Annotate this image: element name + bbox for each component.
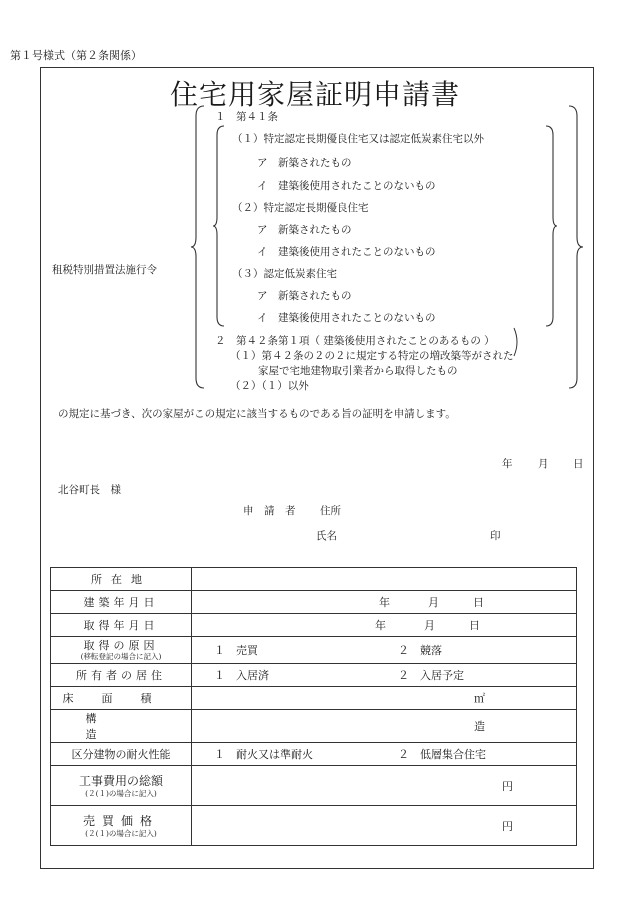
clause2-item1-line1: （１）第４２条の２の２に規定する特定の増改築等がされた: [230, 350, 514, 362]
table-row: [51, 637, 577, 664]
cause-option-sale[interactable]: １ 売買: [214, 644, 258, 657]
form-number-label: 第１号様式（第２条関係）: [10, 49, 142, 62]
acquired-date-day: 日: [469, 619, 480, 632]
structure-unit: 造: [474, 720, 485, 733]
cause-note: (移転登記の場合に記入): [80, 651, 162, 661]
residence-field[interactable]: [192, 664, 577, 687]
clause1-heading: １ 第４１条: [215, 111, 278, 123]
floor-area-field[interactable]: [192, 687, 577, 710]
cause-label: 取得の原因: [83, 638, 159, 652]
location-field[interactable]: [192, 568, 577, 591]
clause2-heading: ２ 第４２条第１項（ 建築後使用されたことのあるもの ）: [215, 335, 495, 347]
table-row: [51, 687, 577, 710]
fire-option-low-rise[interactable]: ２ 低層集合住宅: [398, 748, 486, 761]
acquired-date-field[interactable]: [192, 614, 577, 637]
clause1-group3-item-a: ア 新築されたもの: [257, 290, 352, 302]
ordinance-label: 租税特別措置法施行令: [52, 264, 157, 276]
cause-label-cell: [51, 637, 192, 664]
applicant-seal-mark: 印: [490, 530, 501, 542]
outer-left-brace: [190, 104, 206, 390]
sale-price-label-cell: [51, 806, 192, 846]
applicant-address-label: 住所: [320, 505, 341, 517]
sale-price-label: 売買価格: [82, 813, 159, 828]
inner-left-brace: [212, 124, 226, 328]
floor-area-unit: ㎡: [474, 692, 485, 705]
table-row: [51, 568, 577, 591]
built-date-year: 年: [379, 596, 390, 609]
built-date-field[interactable]: [192, 591, 577, 614]
table-row: [51, 591, 577, 614]
cause-option-auction[interactable]: ２ 競落: [398, 644, 442, 657]
clause1-group1-heading: （１）特定認定長期優良住宅又は認定低炭素住宅以外: [232, 133, 484, 145]
built-date-day: 日: [473, 596, 484, 609]
construction-cost-label: 工事費用の総額: [78, 773, 163, 788]
clause1-group1-item-i: イ 建築後使用されたことのないもの: [257, 180, 436, 192]
residence-option-moved-in[interactable]: １ 入居済: [214, 669, 269, 682]
table-row: [51, 614, 577, 637]
location-label: 所在地: [51, 568, 192, 591]
clause1-group2-heading: （２）特定認定長期優良住宅: [232, 202, 369, 214]
addressee: 北谷町長 様: [58, 484, 121, 496]
applicant-name-label: 氏名: [316, 530, 337, 542]
inner-right-brace: [544, 124, 558, 328]
acquired-date-month: 月: [424, 619, 435, 632]
statement-text: の規定に基づき、次の家屋がこの規定に該当するものである旨の証明を申請します。: [58, 408, 456, 420]
clause1-group2-item-i: イ 建築後使用されたことのないもの: [257, 246, 436, 258]
date-year: 年: [502, 458, 513, 470]
date-month: 月: [538, 458, 549, 470]
table-row: [51, 743, 577, 766]
structure-field[interactable]: [192, 710, 577, 743]
cause-field[interactable]: [192, 637, 577, 664]
acquired-date-label: 取得年月日: [51, 614, 192, 637]
outer-right-brace: [567, 104, 585, 390]
clause2-item1-line2: 家屋で宅地建物取引業者から取得したもの: [258, 365, 458, 377]
sale-price-note: (２(１)の場合に記入): [85, 828, 157, 838]
residence-label: 所有者の居住: [51, 664, 192, 687]
construction-cost-note: (２(１)の場合に記入): [85, 788, 157, 798]
sale-price-field[interactable]: [192, 806, 577, 846]
fire-resistance-label: 区分建物の耐火性能: [51, 743, 192, 766]
clause1-group3-heading: （３）認定低炭素住宅: [232, 268, 337, 280]
applicant-label: 申 請 者: [243, 505, 296, 517]
construction-cost-label-cell: [51, 766, 192, 806]
acquired-date-year: 年: [375, 619, 386, 632]
property-details-table: [50, 567, 577, 846]
date-day: 日: [573, 458, 584, 470]
clause2-item2: （２）（１）以外: [230, 380, 309, 392]
structure-label: 構造: [51, 710, 192, 743]
table-row: [51, 664, 577, 687]
sale-price-unit: 円: [502, 819, 513, 833]
clause1-group2-item-a: ア 新築されたもの: [257, 224, 352, 236]
table-row: [51, 766, 577, 806]
built-date-label: 建築年月日: [51, 591, 192, 614]
residence-option-planned[interactable]: ２ 入居予定: [398, 669, 464, 682]
table-row: [51, 710, 577, 743]
built-date-month: 月: [428, 596, 439, 609]
clause1-group1-item-a: ア 新築されたもの: [257, 157, 352, 169]
table-row: [51, 806, 577, 846]
clause1-group3-item-i: イ 建築後使用されたことのないもの: [257, 312, 436, 324]
construction-cost-field[interactable]: [192, 766, 577, 806]
construction-cost-unit: 円: [502, 779, 513, 793]
fire-option-fireproof[interactable]: １ 耐火又は準耐火: [214, 748, 313, 761]
page-title: 住宅用家屋証明申請書: [169, 78, 460, 111]
fire-resistance-field[interactable]: [192, 743, 577, 766]
floor-area-label: 床面積: [51, 687, 192, 710]
